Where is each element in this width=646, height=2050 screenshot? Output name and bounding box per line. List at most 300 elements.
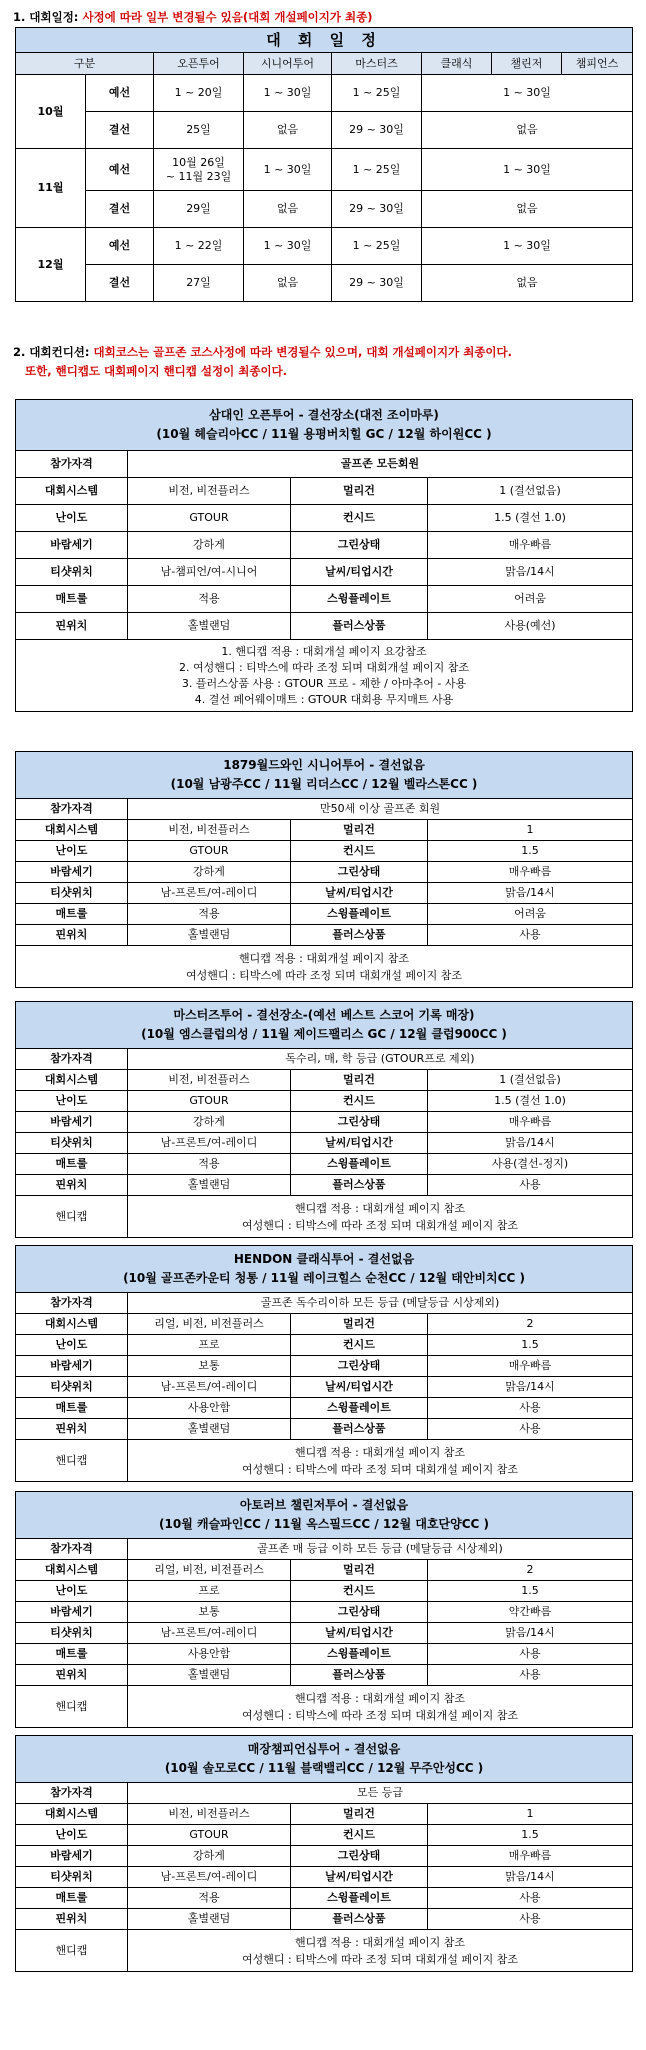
condition-value: 홀별랜덤 <box>128 925 291 946</box>
condition-value: 남-챔피언/여-시니어 <box>128 559 291 586</box>
condition-label: 멀리건 <box>291 1804 428 1825</box>
condition-label: 플러스상품 <box>291 1909 428 1930</box>
note-line: 여성핸디 : 티박스에 따라 조정 되며 대회개설 페이지 참조 <box>241 1708 519 1722</box>
senior-cell: 1 ~ 30일 <box>244 75 332 112</box>
condition-row <box>16 883 633 904</box>
condition-label: 대회시스템 <box>16 1314 128 1335</box>
condition-label: 티샷위치 <box>16 559 128 586</box>
condition-label: 그린상태 <box>291 1112 428 1133</box>
qualification-row <box>16 1293 633 1314</box>
condition-value: 보통 <box>128 1356 291 1377</box>
condition-value: 홀별랜덤 <box>128 1909 291 1930</box>
condition-label: 대회시스템 <box>16 820 128 841</box>
tour-title-row <box>16 1736 633 1783</box>
condition-notice-text2: 또한, 핸디캡도 대회페이지 핸디캡 설정이 최종이다. <box>25 364 288 378</box>
handicap-label: 핸디캡 <box>16 1440 128 1482</box>
condition-label: 난이도 <box>16 1335 128 1356</box>
stage-cell: 결선 <box>86 265 154 302</box>
open-cell: 1 ~ 20일 <box>154 75 244 112</box>
stage-cell: 예선 <box>86 228 154 265</box>
other-tours-cell: 없음 <box>422 265 633 302</box>
condition-label: 날씨/티업시간 <box>291 1377 428 1398</box>
condition-row <box>16 1804 633 1825</box>
tour-title-line1: 1879월드와인 시니어투어 - 결선없음 <box>223 757 425 772</box>
qualification-row <box>16 1783 633 1804</box>
condition-value: 프로 <box>128 1581 291 1602</box>
condition-row <box>16 1175 633 1196</box>
tour-title-venues: (10월 골프존카운티 청통 / 11월 레이크힐스 순천CC / 12월 태안비치CC ) <box>123 1271 525 1285</box>
condition-label: 난이도 <box>16 1091 128 1112</box>
condition-value: 매우빠름 <box>428 1112 633 1133</box>
condition-value: 1.5 <box>428 1581 633 1602</box>
condition-label: 그린상태 <box>291 532 428 559</box>
condition-value: 매우빠름 <box>428 1846 633 1867</box>
condition-value: 남-프론트/여-레이디 <box>128 1377 291 1398</box>
condition-value: 홀별랜덤 <box>128 1175 291 1196</box>
condition-value: 1 (결선없음) <box>428 478 633 505</box>
condition-value: 사용안함 <box>128 1398 291 1419</box>
condition-row <box>16 925 633 946</box>
condition-label: 대회시스템 <box>16 1070 128 1091</box>
notes-cell <box>128 1440 633 1482</box>
header-champions: 챔피언스 <box>562 53 633 75</box>
condition-value: 적용 <box>128 1154 291 1175</box>
masters-cell: 29 ~ 30일 <box>332 191 422 228</box>
condition-label: 컨시드 <box>291 1825 428 1846</box>
open-cell: 1 ~ 22일 <box>154 228 244 265</box>
masters-cell: 1 ~ 25일 <box>332 75 422 112</box>
masters-cell: 1 ~ 25일 <box>332 228 422 265</box>
note-line: 여성핸디 : 티박스에 따라 조정 되며 대회개설 페이지 참조 <box>241 1462 519 1476</box>
notes-cell <box>128 1196 633 1238</box>
qualification-value: 만50세 이상 골프존 회원 <box>128 799 633 820</box>
condition-value: 사용 <box>428 1665 633 1686</box>
masters-cell: 1 ~ 25일 <box>332 149 422 191</box>
tour-title-row <box>16 752 633 799</box>
condition-row <box>16 1091 633 1112</box>
condition-label: 멀리건 <box>291 478 428 505</box>
condition-value: 사용 <box>428 1644 633 1665</box>
condition-row <box>16 1154 633 1175</box>
condition-row <box>16 1623 633 1644</box>
qualification-value: 골프존 모든회원 <box>128 451 633 478</box>
condition-value: 홀별랜덤 <box>128 613 291 640</box>
condition-label: 핀위치 <box>16 1665 128 1686</box>
condition-row <box>16 1909 633 1930</box>
condition-value: 리얼, 비전, 비전플러스 <box>128 1314 291 1335</box>
condition-label: 핀위치 <box>16 1419 128 1440</box>
tour-title <box>16 1736 633 1783</box>
condition-label: 매트룰 <box>16 1398 128 1419</box>
qualification-row <box>16 1049 633 1070</box>
handicap-label: 핸디캡 <box>16 1686 128 1728</box>
tour-conditions-table <box>15 399 633 712</box>
condition-label: 난이도 <box>16 1825 128 1846</box>
note-line: 4. 결선 페어웨이매트 : GTOUR 대회용 무지매트 사용 <box>194 692 454 706</box>
qualification-row <box>16 451 633 478</box>
condition-label: 매트룰 <box>16 586 128 613</box>
tour-title-row <box>16 400 633 451</box>
condition-label: 날씨/티업시간 <box>291 1133 428 1154</box>
qualification-label: 참가자격 <box>16 1783 128 1804</box>
condition-value: 맑음/14시 <box>428 1377 633 1398</box>
condition-label: 그린상태 <box>291 1356 428 1377</box>
condition-label: 티샷위치 <box>16 1623 128 1644</box>
notes-cell <box>16 946 633 988</box>
note-line: 1. 핸디캡 적용 : 대회개설 페이지 요강참조 <box>221 644 427 658</box>
note-line: 핸디캡 적용 : 대회개설 페이지 참조 <box>295 1201 465 1215</box>
stage-cell: 예선 <box>86 149 154 191</box>
notes-row <box>16 946 633 988</box>
tour-title <box>16 1246 633 1293</box>
condition-notice-text: 대회코스는 골프존 코스사정에 따라 변경될수 있으며, 대회 개설페이지가 최종이다. <box>93 345 513 359</box>
condition-value: 1.5 (결선 1.0) <box>428 505 633 532</box>
condition-label: 플러스상품 <box>291 613 428 640</box>
condition-value: GTOUR <box>128 505 291 532</box>
tour-title-line1: 마스터즈투어 - 결선장소-(예선 베스트 스코어 기록 매장) <box>173 1007 475 1022</box>
tour-conditions-table <box>15 751 633 988</box>
condition-value: 1.5 <box>428 1335 633 1356</box>
condition-row <box>16 1356 633 1377</box>
note-line: 3. 플러스상품 사용 : GTOUR 프로 - 제한 / 아마추어 - 사용 <box>181 676 467 690</box>
tour-title-venues: (10월 헤슬리아CC / 11월 용평버치힐 GC / 12월 하이원CC ) <box>156 427 492 441</box>
other-tours-cell: 없음 <box>422 112 633 149</box>
condition-value: GTOUR <box>128 1825 291 1846</box>
condition-row <box>16 478 633 505</box>
condition-label: 스윙플레이트 <box>291 586 428 613</box>
qualification-value: 모든 등급 <box>128 1783 633 1804</box>
notes-cell <box>16 640 633 712</box>
condition-value: 적용 <box>128 586 291 613</box>
condition-value: 비전, 비전플러스 <box>128 478 291 505</box>
stage-cell: 결선 <box>86 112 154 149</box>
condition-label: 스윙플레이트 <box>291 1398 428 1419</box>
condition-label: 매트룰 <box>16 1154 128 1175</box>
condition-label: 플러스상품 <box>291 1419 428 1440</box>
open-cell: 27일 <box>154 265 244 302</box>
condition-label: 스윙플레이트 <box>291 1154 428 1175</box>
senior-cell: 없음 <box>244 191 332 228</box>
notes-row <box>16 640 633 712</box>
condition-row <box>16 586 633 613</box>
qualification-value: 독수리, 매, 학 등급 (GTOUR프로 제외) <box>128 1049 633 1070</box>
condition-value: 맑음/14시 <box>428 1867 633 1888</box>
tour-conditions-table <box>15 1735 633 1972</box>
condition-label: 컨시드 <box>291 1335 428 1356</box>
condition-row <box>16 1825 633 1846</box>
tour-conditions-table <box>15 1001 633 1238</box>
note-line: 핸디캡 적용 : 대회개설 페이지 참조 <box>295 1445 465 1459</box>
condition-value: 사용 <box>428 925 633 946</box>
condition-value: 사용(결선-정지) <box>428 1154 633 1175</box>
other-tours-cell: 없음 <box>422 191 633 228</box>
notes-cell <box>128 1686 633 1728</box>
tour-title-row <box>16 1492 633 1539</box>
tour-title <box>16 400 633 451</box>
tour-title-line1: HENDON 클래식투어 - 결선없음 <box>233 1251 415 1266</box>
condition-label: 대회시스템 <box>16 478 128 505</box>
condition-value: 사용 <box>428 1909 633 1930</box>
condition-row <box>16 532 633 559</box>
condition-label: 멀리건 <box>291 1070 428 1091</box>
condition-value: 맑음/14시 <box>428 1623 633 1644</box>
schedule-row <box>16 149 633 191</box>
senior-cell: 1 ~ 30일 <box>244 149 332 191</box>
condition-row <box>16 1888 633 1909</box>
condition-label: 플러스상품 <box>291 925 428 946</box>
condition-row <box>16 820 633 841</box>
condition-row <box>16 1846 633 1867</box>
condition-label: 컨시드 <box>291 505 428 532</box>
condition-value: 1 <box>428 1804 633 1825</box>
senior-cell: 1 ~ 30일 <box>244 228 332 265</box>
condition-value: 사용 <box>428 1398 633 1419</box>
condition-label: 플러스상품 <box>291 1175 428 1196</box>
tour-title <box>16 1492 633 1539</box>
schedule-notice-text: 사정에 따라 일부 변경될수 있음(대회 개설페이지가 최종) <box>82 10 373 24</box>
schedule-table <box>15 27 633 302</box>
header-senior: 시니어투어 <box>244 53 332 75</box>
condition-row <box>16 1560 633 1581</box>
qualification-label: 참가자격 <box>16 451 128 478</box>
condition-value: 어려움 <box>428 904 633 925</box>
condition-value: 약간빠름 <box>428 1602 633 1623</box>
condition-value: 강하게 <box>128 1112 291 1133</box>
condition-label: 핀위치 <box>16 1175 128 1196</box>
condition-row <box>16 613 633 640</box>
qualification-value: 골프존 매 등급 이하 모든 등급 (메달등급 시상제외) <box>128 1539 633 1560</box>
note-line: 핸디캡 적용 : 대회개설 페이지 참조 <box>239 951 409 965</box>
condition-row <box>16 1867 633 1888</box>
condition-value: 남-프론트/여-레이디 <box>128 1133 291 1154</box>
condition-value: GTOUR <box>128 1091 291 1112</box>
condition-label: 날씨/티업시간 <box>291 883 428 904</box>
condition-label: 날씨/티업시간 <box>291 559 428 586</box>
condition-label: 대회시스템 <box>16 1804 128 1825</box>
condition-value: 맑음/14시 <box>428 559 633 586</box>
condition-row <box>16 1133 633 1154</box>
condition-value: 강하게 <box>128 532 291 559</box>
condition-value: 2 <box>428 1560 633 1581</box>
month-cell: 10월 <box>16 75 86 149</box>
condition-value: 보통 <box>128 1602 291 1623</box>
condition-row <box>16 1070 633 1091</box>
condition-label: 컨시드 <box>291 1581 428 1602</box>
condition-value: 리얼, 비전, 비전플러스 <box>128 1560 291 1581</box>
tour-title <box>16 752 633 799</box>
notes-row <box>16 1930 633 1972</box>
condition-label: 스윙플레이트 <box>291 1644 428 1665</box>
condition-value: 홀별랜덤 <box>128 1419 291 1440</box>
schedule-row <box>16 112 633 149</box>
condition-row <box>16 505 633 532</box>
month-cell: 12월 <box>16 228 86 302</box>
condition-value: GTOUR <box>128 841 291 862</box>
other-tours-cell: 1 ~ 30일 <box>422 228 633 265</box>
masters-cell: 29 ~ 30일 <box>332 112 422 149</box>
condition-label: 티샷위치 <box>16 883 128 904</box>
tour-title-venues: (10월 솔모로CC / 11월 블랙밸리CC / 12월 무주안성CC ) <box>164 1761 484 1775</box>
condition-value: 사용 <box>428 1175 633 1196</box>
condition-label: 티샷위치 <box>16 1867 128 1888</box>
condition-label: 핀위치 <box>16 1909 128 1930</box>
schedule-title: 대 회 일 정 <box>16 28 633 53</box>
qualification-value: 골프존 독수리이하 모든 등급 (메달등급 시상제외) <box>128 1293 633 1314</box>
condition-label: 핀위치 <box>16 925 128 946</box>
tour-conditions-table <box>15 1245 633 1482</box>
condition-value: 프로 <box>128 1335 291 1356</box>
stage-cell: 결선 <box>86 191 154 228</box>
condition-row <box>16 862 633 883</box>
notes-row <box>16 1440 633 1482</box>
condition-row <box>16 1419 633 1440</box>
condition-label: 핀위치 <box>16 613 128 640</box>
tour-conditions-table <box>15 1491 633 1728</box>
schedule-notice <box>13 9 372 25</box>
condition-row <box>16 1665 633 1686</box>
qualification-label: 참가자격 <box>16 1293 128 1314</box>
condition-label: 멀리건 <box>291 820 428 841</box>
condition-label: 난이도 <box>16 841 128 862</box>
stage-cell: 예선 <box>86 75 154 112</box>
other-tours-cell: 1 ~ 30일 <box>422 149 633 191</box>
condition-notice-label: 2. 대회컨디션: <box>13 345 90 359</box>
condition-row <box>16 841 633 862</box>
condition-label: 난이도 <box>16 505 128 532</box>
condition-label: 바람세기 <box>16 1846 128 1867</box>
condition-label: 바람세기 <box>16 1356 128 1377</box>
notes-cell <box>128 1930 633 1972</box>
condition-value: 어려움 <box>428 586 633 613</box>
condition-value: 2 <box>428 1314 633 1335</box>
condition-row <box>16 1314 633 1335</box>
condition-value: 사용 <box>428 1888 633 1909</box>
schedule-notice-label: 1. 대회일정: <box>13 10 79 24</box>
other-tours-cell: 1 ~ 30일 <box>422 75 633 112</box>
condition-value: 맑음/14시 <box>428 1133 633 1154</box>
tour-title <box>16 1002 633 1049</box>
condition-label: 플러스상품 <box>291 1665 428 1686</box>
condition-value: 남-프론트/여-레이디 <box>128 883 291 904</box>
condition-row <box>16 1602 633 1623</box>
header-masters: 마스터즈 <box>332 53 422 75</box>
month-cell: 11월 <box>16 149 86 228</box>
condition-label: 대회시스템 <box>16 1560 128 1581</box>
condition-value: 1 <box>428 820 633 841</box>
condition-label: 매트룰 <box>16 1644 128 1665</box>
condition-label: 날씨/티업시간 <box>291 1623 428 1644</box>
condition-value: 적용 <box>128 904 291 925</box>
note-line: 핸디캡 적용 : 대회개설 페이지 참조 <box>295 1935 465 1949</box>
condition-value: 남-프론트/여-레이디 <box>128 1623 291 1644</box>
schedule-row <box>16 228 633 265</box>
condition-value: 강하게 <box>128 862 291 883</box>
condition-label: 티샷위치 <box>16 1377 128 1398</box>
open-cell: 10월 26일 ~ 11월 23일 <box>154 149 244 191</box>
qualification-label: 참가자격 <box>16 1049 128 1070</box>
condition-label: 스윙플레이트 <box>291 904 428 925</box>
open-cell: 29일 <box>154 191 244 228</box>
condition-label: 바람세기 <box>16 862 128 883</box>
condition-value: 1.5 <box>428 841 633 862</box>
condition-row <box>16 1335 633 1356</box>
tour-title-line1: 삼대인 오픈투어 - 결선장소(대전 조이마루) <box>209 407 439 422</box>
condition-label: 그린상태 <box>291 1602 428 1623</box>
note-line: 여성핸디 : 티박스에 따라 조정 되며 대회개설 페이지 참조 <box>241 1952 519 1966</box>
condition-value: 남-프론트/여-레이디 <box>128 1867 291 1888</box>
qualification-label: 참가자격 <box>16 799 128 820</box>
condition-value: 사용 <box>428 1419 633 1440</box>
tour-title-row <box>16 1246 633 1293</box>
condition-value: 사용안함 <box>128 1644 291 1665</box>
condition-value: 1.5 <box>428 1825 633 1846</box>
schedule-row <box>16 75 633 112</box>
note-line: 여성핸디 : 티박스에 따라 조정 되며 대회개설 페이지 참조 <box>241 1218 519 1232</box>
condition-row <box>16 1112 633 1133</box>
condition-label: 매트룰 <box>16 1888 128 1909</box>
condition-label: 멀리건 <box>291 1560 428 1581</box>
schedule-row <box>16 191 633 228</box>
condition-value: 비전, 비전플러스 <box>128 1804 291 1825</box>
condition-value: 맑음/14시 <box>428 883 633 904</box>
condition-label: 그린상태 <box>291 1846 428 1867</box>
tour-title-line1: 매장챔피언십투어 - 결선없음 <box>247 1741 401 1756</box>
header-classic: 클래식 <box>422 53 492 75</box>
condition-value: 매우빠름 <box>428 532 633 559</box>
condition-value: 비전, 비전플러스 <box>128 820 291 841</box>
condition-label: 바람세기 <box>16 1602 128 1623</box>
header-challenger: 챌린저 <box>492 53 562 75</box>
condition-value: 적용 <box>128 1888 291 1909</box>
condition-label: 티샷위치 <box>16 1133 128 1154</box>
condition-label: 멀리건 <box>291 1314 428 1335</box>
condition-row <box>16 1581 633 1602</box>
condition-label: 바람세기 <box>16 1112 128 1133</box>
masters-cell: 29 ~ 30일 <box>332 265 422 302</box>
condition-label: 난이도 <box>16 1581 128 1602</box>
condition-value: 1.5 (결선 1.0) <box>428 1091 633 1112</box>
senior-cell: 없음 <box>244 265 332 302</box>
condition-value: 홀별랜덤 <box>128 1665 291 1686</box>
condition-row <box>16 1377 633 1398</box>
condition-label: 바람세기 <box>16 532 128 559</box>
condition-value: 사용(예선) <box>428 613 633 640</box>
condition-label: 스윙플레이트 <box>291 1888 428 1909</box>
open-cell: 25일 <box>154 112 244 149</box>
tour-title-line1: 아토러브 챌린저투어 - 결선없음 <box>239 1497 409 1512</box>
condition-label: 그린상태 <box>291 862 428 883</box>
condition-row <box>16 1398 633 1419</box>
tour-title-venues: (10월 엠스클럽의성 / 11월 제이드팰리스 GC / 12월 클럽900CC ) <box>141 1027 507 1041</box>
condition-row <box>16 1644 633 1665</box>
notes-row <box>16 1196 633 1238</box>
handicap-label: 핸디캡 <box>16 1196 128 1238</box>
condition-notice <box>13 344 512 379</box>
qualification-label: 참가자격 <box>16 1539 128 1560</box>
condition-label: 컨시드 <box>291 1091 428 1112</box>
condition-value: 매우빠름 <box>428 1356 633 1377</box>
tour-title-row <box>16 1002 633 1049</box>
senior-cell: 없음 <box>244 112 332 149</box>
condition-label: 날씨/티업시간 <box>291 1867 428 1888</box>
condition-value: 매우빠름 <box>428 862 633 883</box>
qualification-row <box>16 799 633 820</box>
tour-title-venues: (10월 남광주CC / 11월 리더스CC / 12월 벨라스톤CC ) <box>170 777 478 791</box>
condition-label: 매트룰 <box>16 904 128 925</box>
note-line: 핸디캡 적용 : 대회개설 페이지 참조 <box>295 1691 465 1705</box>
condition-label: 컨시드 <box>291 841 428 862</box>
notes-row <box>16 1686 633 1728</box>
